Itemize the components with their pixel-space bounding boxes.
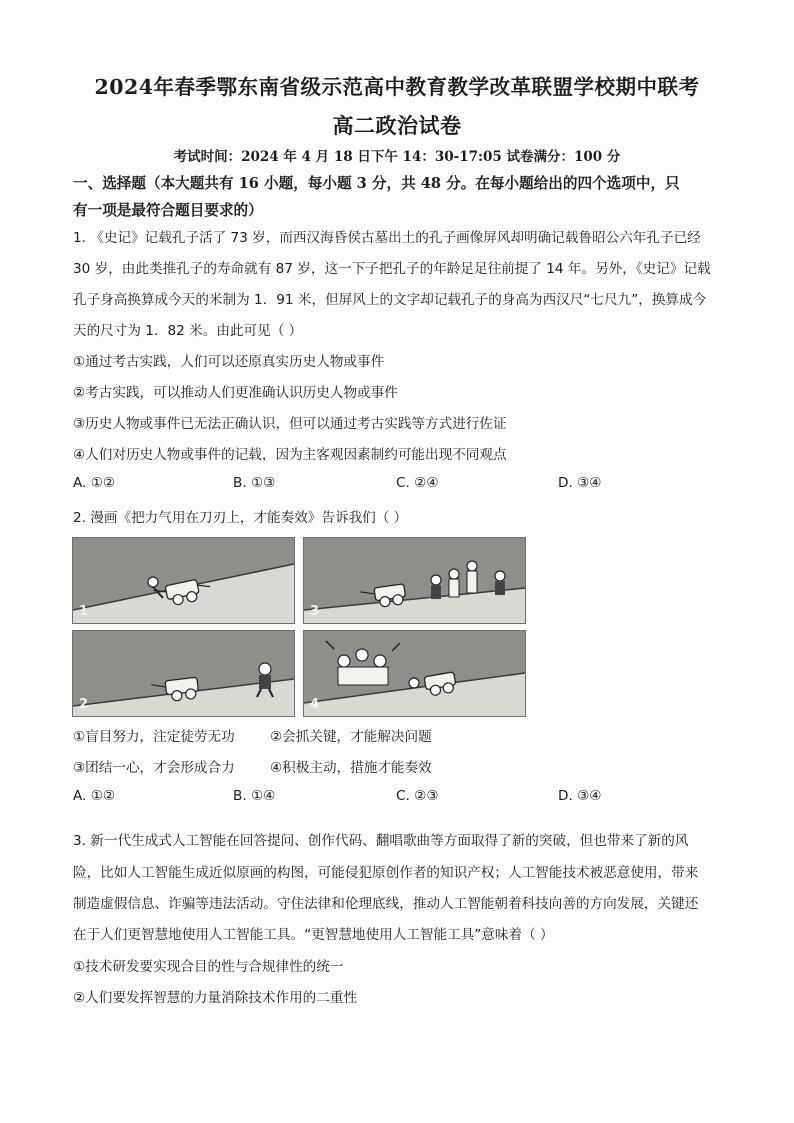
q3-stem-line: 险，比如人工智能生成近似原画的构图，可能侵犯原创作者的知识产权；人工智能技术被恶意使用，带来	[73, 865, 699, 881]
q2-stem: 2. 漫画《把力气用在刀刃上，才能奏效》告诉我们（ ）	[73, 510, 408, 526]
panel-number: 4	[310, 697, 320, 712]
q2-statement-4: ④积极主动，措施才能奏效	[270, 760, 432, 776]
exam-info: 考试时间：2024 年 4 月 18 日下午 14：30-17:05 试卷满分：100 分	[173, 149, 621, 165]
panel-number: 1	[79, 604, 89, 619]
q3-stem-line: 3. 新一代生成式人工智能在回答提问、创作代码、翻唱歌曲等方面取得了新的突破，但也带来了新的风	[73, 833, 689, 849]
q1-statement: ③历史人物或事件已无法正确认识，但可以通过考古实践等方式进行佐证	[73, 416, 507, 432]
q2-option-a: A. ①②	[73, 788, 116, 804]
cartoon-panel-4	[303, 630, 526, 717]
q1-statement: ①通过考古实践，人们可以还原真实历史人物或事件	[73, 354, 385, 370]
q1-option-a: A. ①②	[73, 475, 116, 491]
q3-statement: ②人们要发挥智慧的力量消除技术作用的二重性	[73, 990, 358, 1006]
q2-statement-1: ①盲目努力，注定徒劳无功	[73, 729, 235, 745]
q1-stem-line: 30 岁，由此类推孔子的寿命就有 87 岁，这一下子把孔子的年龄足足往前提了 14 年。另外，《史记》记载	[73, 261, 711, 277]
q1-stem-line: 天的尺寸为 1．82 米。由此可见（ ）	[73, 323, 303, 339]
q2-option-d: D. ③④	[558, 788, 602, 804]
panel-number: 3	[310, 604, 320, 619]
q2-statement-2: ②会抓关键，才能解决问题	[270, 729, 432, 745]
exam-subtitle: 高二政治试卷	[332, 113, 462, 138]
q2-option-b: B. ①④	[233, 788, 276, 804]
q3-stem-line: 制造虚假信息、诈骗等违法活动。守住法律和伦理底线，推动人工智能朝着科技向善的方向发展，关键还	[73, 896, 699, 912]
q1-option-b: B. ①③	[233, 475, 276, 491]
q1-stem-line: 1. 《史记》记载孔子活了 73 岁，而西汉海昏侯古墓出土的孔子画像屏风却明确记载鲁昭公六年孔子已经	[73, 230, 701, 246]
q2-statement-3: ③团结一心，才会形成合力	[73, 760, 235, 776]
section-heading-line: 一、选择题（本大题共有 16 小题，每小题 3 分，共 48 分。在每小题给出的四个选项中，只	[73, 175, 680, 192]
cartoon-panel-3	[303, 537, 526, 624]
cartoon-panel-2	[72, 630, 295, 717]
q1-option-c: C. ②④	[396, 475, 439, 491]
section-heading-line: 有一项是最符合题目要求的）	[73, 202, 263, 219]
q1-stem-line: 孔子身高换算成今天的米制为 1．91 米，但屏风上的文字却记载孔子的身高为西汉尺“七尺九”，换算成今	[73, 292, 707, 308]
q1-statement: ④人们对历史人物或事件的记载，因为主客观因素制约可能出现不同观点	[73, 447, 507, 463]
cartoon-panel-1	[72, 537, 295, 624]
q3-statement: ①技术研发要实现合目的性与合规律性的统一	[73, 959, 344, 975]
cartoon-image	[72, 533, 524, 715]
exam-title: 2024年春季鄂东南省级示范高中教育教学改革联盟学校期中联考	[94, 75, 700, 99]
q1-statement: ②考古实践，可以推动人们更准确认识历史人物或事件	[73, 385, 398, 401]
q1-option-d: D. ③④	[558, 475, 602, 491]
q2-option-c: C. ②③	[396, 788, 439, 804]
panel-number: 2	[79, 697, 89, 712]
section-heading	[73, 170, 733, 224]
q3-stem-line: 在于人们更智慧地使用人工智能工具。“更智慧地使用人工智能工具”意味着（ ）	[73, 927, 554, 943]
